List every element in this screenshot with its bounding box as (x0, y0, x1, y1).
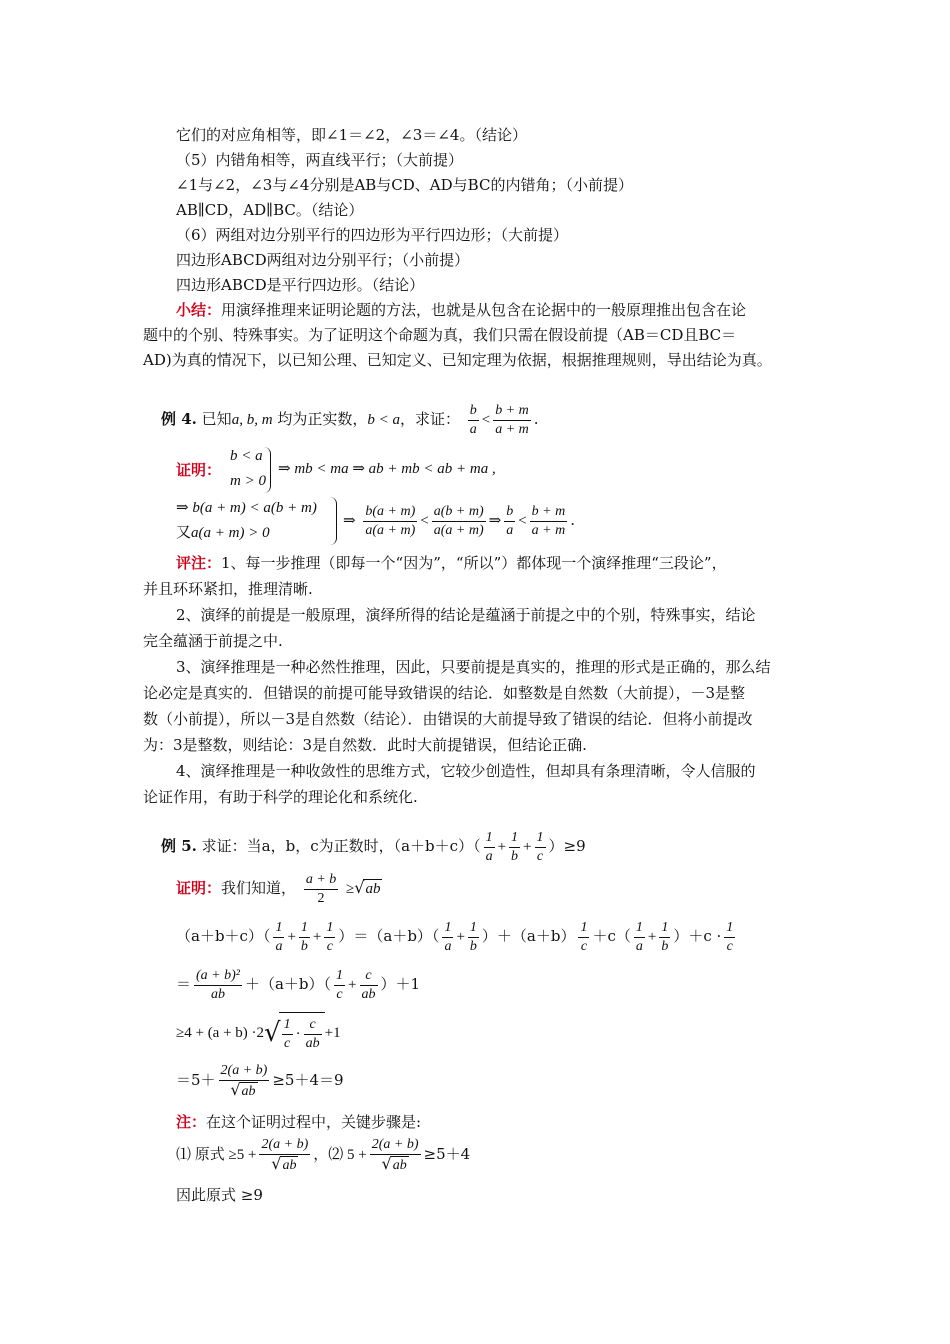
fraction: $\frac{b + m}{a + m}$ (495, 402, 529, 437)
ex4-proof-label: 证明： (176, 461, 222, 479)
ex5-row-2: ＝ $\frac{\text{(a + b)²}}{ab}$ ＋（a＋b）（ $\frac{1}{c}$ + $\frac{c}{ab}$ ）＋1 (176, 967, 421, 1002)
comment-line: 并且环环紧扣，推理清晰. (143, 580, 313, 598)
note-label: 注： (176, 1113, 207, 1131)
text-line: （5）内错角相等，两直线平行；（大前提） (176, 151, 464, 169)
ex4-conclusion: ⇒ $\frac{b(a + m)}{a(a + m)}$ < $\frac{a(b + m)}{a(a + m)}$ ⇒ $\frac{b}{a}$ < $\frac{b + m}{a + m}$ . (343, 503, 575, 538)
text-line: ∠1与∠2，∠3与∠4分别是AB与CD、AD与BC的内错角；（小前提） (176, 176, 633, 194)
system-line: ⇒ b(a + m) < a(b + m) (176, 500, 317, 516)
fraction: $\frac{b}{a}$ (506, 503, 514, 538)
note-final: 因此原式 ≥9 (176, 1186, 263, 1204)
ex4-statement: 例 4. 已知a, b, m 均为正实数，b < a，求证： $\frac{b}{a}$ < $\frac{b + m}{a + m}$ . (161, 402, 539, 437)
comment-line: 4、演绎推理是一种收敛性的思维方式，它较少创造性，但却具有条理清晰，令人信服的 (176, 762, 756, 780)
comment-line: 数（小前提），所以－3是自然数（结论）．由错误的大前提导致了错误的结论．但将小前提改 (143, 710, 753, 728)
comment-line: 论证作用，有助于科学的理论化和系统化. (143, 788, 418, 806)
text-line: 它们的对应角相等，即∠1＝∠2，∠3＝∠4。（结论） (176, 126, 527, 144)
summary-line-2: 题中的个别、特殊事实。为了证明这个命题为真，我们只需在假设前提（AB＝CD且BC＝ (143, 326, 737, 344)
ex5-label: 例 5. (161, 837, 197, 855)
text-line: 四边形ABCD是平行四边形。（结论） (176, 276, 425, 294)
comment-line: 完全蕴涵于前提之中. (143, 632, 283, 650)
comment-line: 3、演绎推理是一种必然性推理，因此，只要前提是真实的，推理的形式是正确的，那么结 (176, 658, 771, 676)
comment-label: 评注： (176, 554, 222, 572)
right-brace (330, 497, 337, 545)
ex5-statement: 例 5. 求证：当a，b，c为正数时，（a＋b＋c）（ $\frac{1}{a}$ + $\frac{1}{b}$ + $\frac{1}{c}$ ）≥9 (161, 829, 586, 864)
system-line: b < a (230, 448, 263, 464)
ex5-row-4: ＝5＋ $\frac{2(a + b)}{√ab}$ ≥5＋4＝9 (176, 1062, 344, 1099)
right-brace (264, 447, 271, 493)
ex5-row-3: ≥4 + (a + b) ·2√ $\frac{1}{c}$ · $\frac{c}{ab}$ +1 (176, 1012, 341, 1054)
comment-line: 2、演绎的前提是一般原理，演绎所得的结论是蕴涵于前提之中的个别，特殊事实，结论 (176, 606, 756, 624)
ex5-proof-label: 证明： (176, 879, 222, 897)
fraction: $\frac{b}{a}$ (469, 402, 477, 437)
fraction: $\frac{b + m}{a + m}$ (531, 503, 566, 538)
summary-line-1: 小结：用演绎推理来证明论题的方法，也就是从包含在论据中的一般原理推出包含在论 (176, 301, 747, 319)
text-line: （6）两组对边分别平行的四边形为平行四边形；（大前提） (176, 226, 569, 244)
implication-chain: ⇒ mb < ma ⇒ ab + mb < ab + ma , (278, 461, 496, 477)
comment-line: 评注：1、每一步推理（即每一个“因为”，“所以”）都体现一个演绎推理“三段论”， (176, 554, 727, 572)
ex5-row-1: （a＋b＋c）（ $\frac{1}{a}$ + $\frac{1}{b}$ + $\frac{1}{c}$ ）＝（a＋b）（ $\frac{1}{a}$ + $\frac{1}{b}$ ）＋（a＋b） $\frac{1}{c}$ ＋c（ $\frac{1}{a}$ + $\frac{1}{b}$ ）＋c · $\frac{1}{c}$ (176, 919, 734, 954)
system-line: m > 0 (230, 473, 266, 489)
summary-label: 小结： (176, 301, 222, 319)
fraction: $\frac{a(b + m)}{a(a + m)}$ (433, 503, 484, 538)
fraction: $\frac{b(a + m)}{a(a + m)}$ (365, 503, 416, 538)
system-line: 又a(a + m) > 0 (176, 523, 270, 541)
text-line: 四边形ABCD两组对边分别平行；（小前提） (176, 251, 470, 269)
note-line: 注：在这个证明过程中，关键步骤是: (176, 1113, 422, 1131)
summary-line-3: AD)为真的情况下，以已知公理、已知定义、已知定理为依据，根据推理规则，导出结论为真。 (143, 351, 772, 369)
text-line: AB∥CD，AD∥BC。（结论） (176, 201, 364, 219)
note-steps: ⑴ 原式 ≥5 + $\frac{2(a + b)}{√ab}$ ，⑵ 5 + $\frac{2(a + b)}{√ab}$ ≥5＋4 (176, 1136, 471, 1173)
ex4-label: 例 4. (161, 410, 197, 428)
ex5-proof-start: 证明：我们知道， $\frac{a + b}{2}$ ≥√ab (176, 871, 381, 906)
comment-line: 论必定是真实的．但错误的前提可能导致错误的结论．如整数是自然数（大前提），－3是整 (143, 684, 746, 702)
comment-line: 为：3是整数，则结论：3是自然数．此时大前提错误，但结论正确. (143, 736, 587, 754)
